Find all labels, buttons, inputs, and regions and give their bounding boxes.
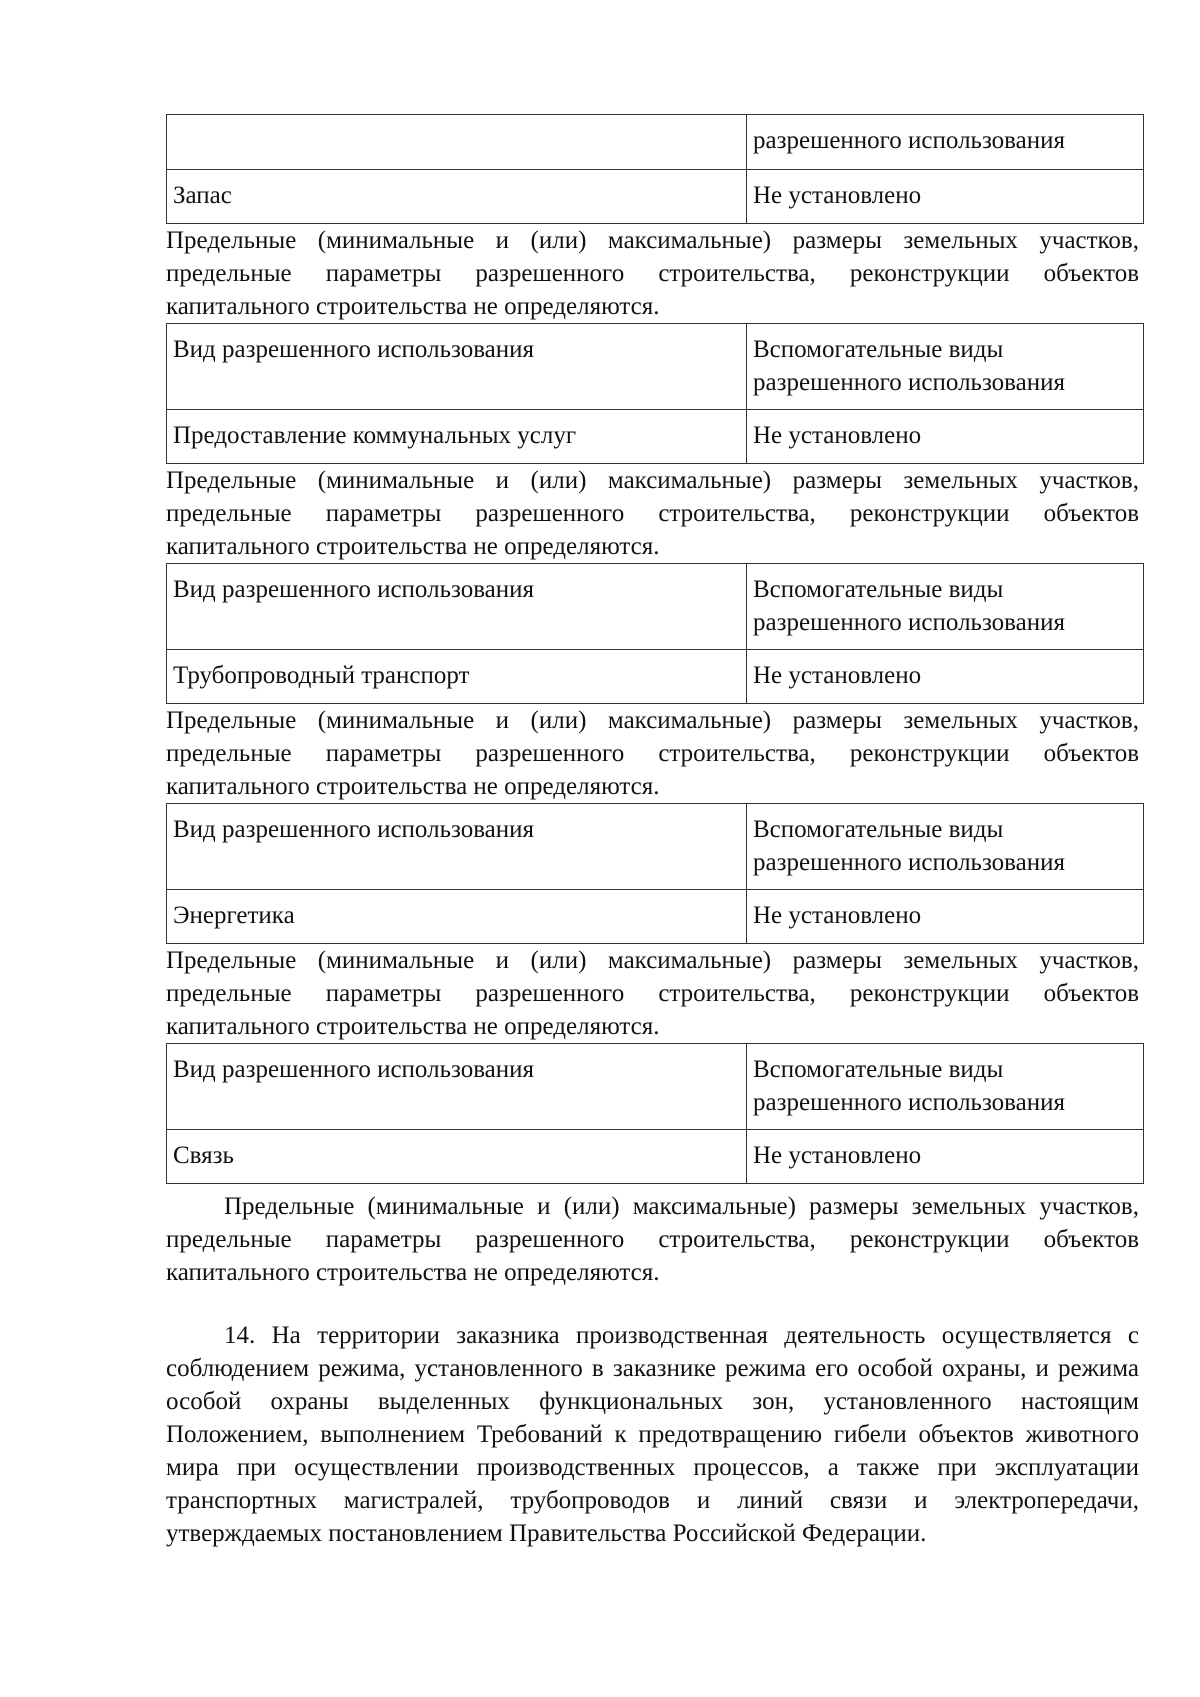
header-auxiliary-types: Вспомогательные виды разрешенного использования [747,804,1144,890]
use-type-cell: Трубопроводный транспорт [167,650,747,704]
table-header-row [167,324,1144,410]
document-page [166,114,1144,1550]
table-energy [166,803,1144,944]
limit-paragraph: Предельные (минимальные и (или) максимальные) размеры земельных участков, предельные параметры разрешенного строительства, реконструкции объектов капитального строительства не определяются. [166,1193,1139,1286]
table-row [167,170,1144,224]
header-use-type: Вид разрешенного использования [167,804,747,890]
table-row [167,650,1144,704]
auxiliary-value-cell: Не установлено [747,410,1144,464]
table-cell-continuation: разрешенного использования [747,115,1144,170]
table-row [167,410,1144,464]
header-use-type: Вид разрешенного использования [167,1044,747,1130]
limit-paragraph: Предельные (минимальные и (или) максимальные) размеры земельных участков, предельные параметры разрешенного строительства, реконструкции объектов капитального строительства не определяются. [166,467,1139,560]
table-header-row [167,1044,1144,1130]
header-auxiliary-types: Вспомогательные виды разрешенного использования [747,1044,1144,1130]
auxiliary-value-cell: Не установлено [747,650,1144,704]
table-header-row [167,564,1144,650]
clause-14-paragraph: 14. На территории заказника производственная деятельность осуществляется с соблюдением режима, установленного в заказнике режима его особой охраны, и режима особой охраны выделенных функциональных зон, установленного настоящим Положением, выполнением Требований к предотвращению гибели объектов животного мира при осуществлении производственных процессов, а также при эксплуатации транспортных магистралей, трубопроводов и линий связи и электропередачи, утверждаемых постановлением Правительства Российской Федерации. [166,1322,1139,1547]
use-type-cell: Связь [167,1130,747,1184]
table-pipeline-transport [166,563,1144,704]
header-auxiliary-types: Вспомогательные виды разрешенного использования [747,324,1144,410]
auxiliary-value-cell: Не установлено [747,170,1144,224]
table-cell-empty [167,115,747,170]
use-type-cell: Энергетика [167,890,747,944]
header-use-type: Вид разрешенного использования [167,564,747,650]
use-type-cell: Предоставление коммунальных услуг [167,410,747,464]
table-row [167,1130,1144,1184]
limit-paragraph: Предельные (минимальные и (или) максимальные) размеры земельных участков, предельные параметры разрешенного строительства, реконструкции объектов капитального строительства не определяются. [166,227,1139,320]
table-zapas [166,114,1144,224]
limit-paragraph: Предельные (минимальные и (или) максимальные) размеры земельных участков, предельные параметры разрешенного строительства, реконструкции объектов капитального строительства не определяются. [166,947,1139,1040]
use-type-cell: Запас [167,170,747,224]
header-use-type: Вид разрешенного использования [167,324,747,410]
auxiliary-value-cell: Не установлено [747,890,1144,944]
table-communication [166,1043,1144,1184]
table-header-row [167,804,1144,890]
table-communal-services [166,323,1144,464]
header-auxiliary-types: Вспомогательные виды разрешенного использования [747,564,1144,650]
table-row [167,115,1144,170]
limit-paragraph: Предельные (минимальные и (или) максимальные) размеры земельных участков, предельные параметры разрешенного строительства, реконструкции объектов капитального строительства не определяются. [166,707,1139,800]
auxiliary-value-cell: Не установлено [747,1130,1144,1184]
table-row [167,890,1144,944]
